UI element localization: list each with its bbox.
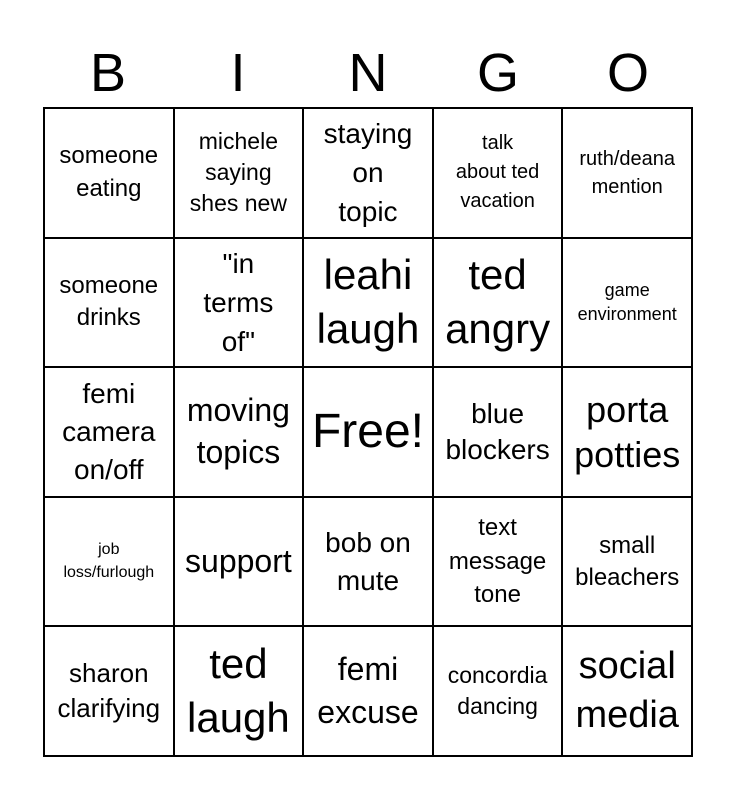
bingo-cell[interactable]	[45, 498, 175, 628]
bingo-cell[interactable]	[434, 368, 564, 498]
bingo-cell-label: ted laugh	[187, 639, 290, 742]
bingo-cell[interactable]	[434, 109, 564, 239]
header-letter-o: O	[606, 43, 649, 103]
bingo-cell-label: femi excuse	[317, 651, 419, 731]
bingo-cell-label: Free!	[311, 405, 424, 459]
bingo-cell-label: social media	[575, 644, 679, 737]
bingo-cell-label: text message tone	[448, 514, 547, 609]
bingo-cell-label: blue blockers	[445, 397, 550, 465]
bingo-cell[interactable]	[304, 239, 434, 369]
bingo-cell-label: bob on mute	[325, 526, 411, 596]
bingo-cell[interactable]	[45, 368, 175, 498]
bingo-cell[interactable]	[45, 239, 175, 369]
bingo-cell-label: talk about ted vacation	[455, 132, 540, 213]
bingo-cell-label: femi camera on/off	[62, 378, 156, 485]
header-letter-b: B	[89, 43, 127, 103]
bingo-cell-label: support	[185, 543, 292, 580]
bingo-cell-label: staying on topic	[323, 118, 413, 228]
bingo-board	[43, 107, 693, 757]
bingo-cell-label: someone eating	[59, 142, 159, 202]
bingo-cell-label: porta potties	[574, 388, 681, 475]
bingo-cell[interactable]	[45, 627, 175, 757]
bingo-cell[interactable]	[304, 368, 434, 498]
bingo-cell[interactable]	[45, 109, 175, 239]
bingo-cell[interactable]	[434, 498, 564, 628]
bingo-cell[interactable]	[304, 627, 434, 757]
bingo-cell[interactable]	[175, 498, 305, 628]
bingo-cell-label: michele saying shes new	[189, 128, 287, 217]
bingo-cell[interactable]	[434, 627, 564, 757]
header-letter-n: N	[348, 43, 388, 103]
bingo-cell-label: moving topics	[186, 392, 290, 470]
bingo-cell[interactable]	[304, 498, 434, 628]
header-letter-g: G	[476, 43, 519, 103]
bingo-cell[interactable]	[563, 109, 693, 239]
bingo-cell-label: ted angry	[445, 250, 551, 353]
bingo-cell-label: leahi laugh	[316, 250, 420, 353]
bingo-cell-label: sharon clarifying	[57, 658, 161, 724]
bingo-cell-label: someone drinks	[59, 272, 159, 332]
bingo-cell[interactable]	[175, 239, 305, 369]
bingo-cell-label: game environment	[577, 280, 677, 325]
bingo-cell[interactable]	[175, 109, 305, 239]
header-letter-i: I	[230, 43, 246, 103]
bingo-cell-label: concordia dancing	[447, 662, 548, 720]
bingo-cell-label: "in terms of"	[203, 247, 274, 357]
bingo-cell[interactable]	[563, 498, 693, 628]
bingo-cell[interactable]	[175, 368, 305, 498]
bingo-cell[interactable]	[563, 627, 693, 757]
bingo-cell-label: small bleachers	[575, 532, 680, 591]
bingo-header	[43, 38, 693, 108]
bingo-cell[interactable]	[563, 368, 693, 498]
bingo-cell[interactable]	[563, 239, 693, 369]
bingo-cell[interactable]	[304, 109, 434, 239]
bingo-cell-label: ruth/deana mention	[579, 147, 676, 198]
bingo-cell-label: job loss/furlough	[63, 541, 155, 581]
bingo-cell[interactable]	[175, 627, 305, 757]
bingo-cell[interactable]	[434, 239, 564, 369]
